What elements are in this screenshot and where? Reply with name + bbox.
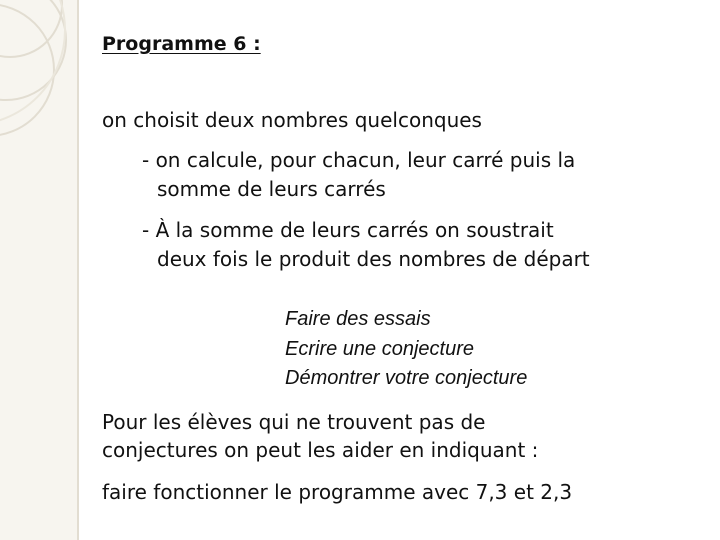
note-line: conjectures on peut les aider en indiquant : xyxy=(102,438,539,462)
bullet-line-continued: deux fois le produit des nombres de départ xyxy=(157,247,590,271)
task-item: Faire des essais xyxy=(285,308,431,330)
bullet-line: - on calcule, pour chacun, leur carré puis la xyxy=(142,148,576,172)
teacher-note xyxy=(102,408,538,464)
task-item: Ecrire une conjecture xyxy=(285,337,474,360)
final-hint: faire fonctionner le programme avec 7,3 et 2,3 xyxy=(102,480,573,504)
left-margin-band xyxy=(0,0,78,540)
task-item: Démontrer votre conjecture xyxy=(285,367,528,389)
intro-text: on choisit deux nombres quelconques xyxy=(102,108,482,132)
slide-title: Programme 6 : xyxy=(102,33,261,55)
bullet-item xyxy=(142,216,590,274)
bullet-item xyxy=(142,146,575,204)
note-line: Pour les élèves qui ne trouvent pas de xyxy=(102,410,486,434)
task-list xyxy=(285,305,527,394)
bullet-line: - À la somme de leurs carrés on soustrait xyxy=(142,218,554,242)
bullet-line-continued: somme de leurs carrés xyxy=(157,177,386,201)
